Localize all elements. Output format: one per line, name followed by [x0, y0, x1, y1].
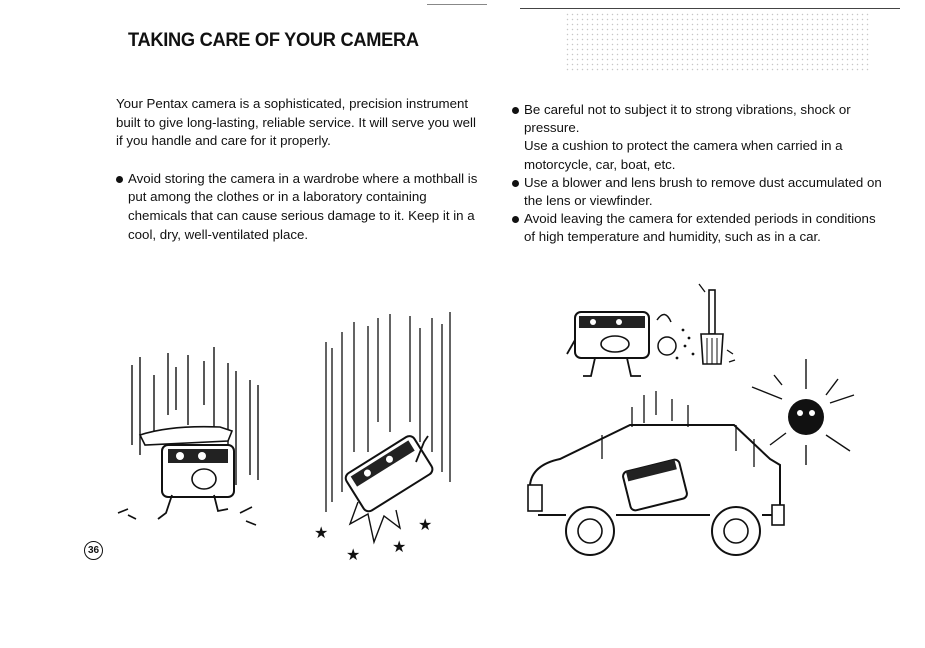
left-column [116, 95, 486, 244]
stipple-texture [565, 12, 870, 72]
page-title: TAKING CARE OF YOUR CAMERA [128, 30, 419, 51]
bullet-icon [512, 180, 519, 187]
top-decor-line [427, 4, 487, 5]
left-bullet-list [116, 170, 486, 244]
camera-in-hot-car-illustration [520, 355, 860, 565]
camera-in-rain-illustration [110, 345, 270, 545]
svg-text:★: ★ [346, 545, 361, 564]
list-item [512, 210, 882, 246]
bullet-icon [512, 216, 519, 223]
bullet-text: Use a blower and lens brush to remove dust accumulated on the lens or viewfinder. [524, 174, 882, 209]
bullet-text: Avoid storing the camera in a wardrobe where a mothball is put among the clothes or in a laboratory containing chemicals that can cause serious damage to it. Keep it in a cool, dry, well-ventilated place. [128, 170, 478, 242]
bullet-text: Avoid leaving the camera for extended periods in conditions of high temperature and humidity, such as in a car. [524, 211, 876, 245]
bullet-icon [512, 107, 519, 114]
bullet-icon [116, 176, 123, 183]
bullet-text: Be careful not to subject it to strong vibrations, shock or pressure. [524, 102, 851, 136]
svg-text:★: ★ [392, 537, 407, 556]
svg-text:★: ★ [418, 515, 433, 534]
list-item [512, 101, 882, 174]
right-bullet-list [512, 101, 882, 247]
list-item [512, 174, 882, 210]
list-item [116, 170, 486, 244]
right-column [512, 101, 882, 247]
page-number: 36 [84, 541, 103, 560]
camera-falling-illustration [314, 312, 468, 564]
svg-text:★: ★ [314, 523, 329, 542]
bullet-subtext: Use a cushion to protect the camera when carried in a motorcycle, car, boat, etc. [524, 138, 843, 172]
intro-paragraph: Your Pentax camera is a sophisticated, precision instrument built to give long-lasting, reliable service. It will serve you well if you handle and care for it properly. [116, 96, 476, 149]
top-rule [520, 8, 900, 9]
